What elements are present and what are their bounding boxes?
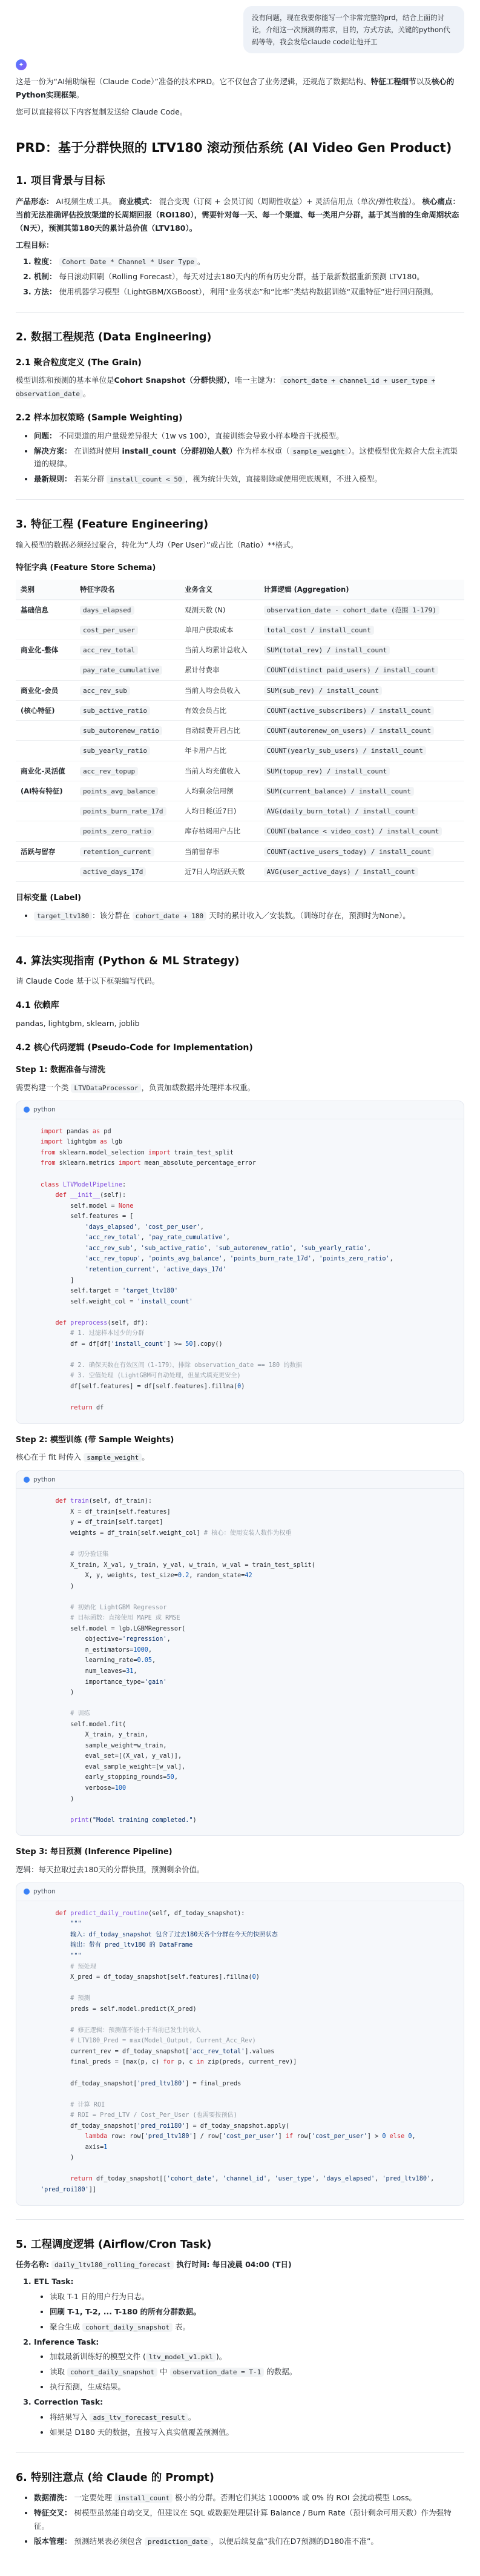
step-3-desc: 逻辑：每天拉取过去180天的分群快照，预测剩余价值。 [16,1864,205,1874]
table-cell [75,741,180,761]
table-cell: 当前留存率 [180,841,259,861]
table-cell: 人均日耗(近7日) [180,801,259,821]
table-row [16,761,464,781]
table-cell: 近7日人均活跃天数 [180,861,259,881]
table-row [16,841,464,861]
section-4-intro: 请 Claude Code 基于以下框架编写代码。 [16,976,160,986]
table-cell: 单用户获取成本 [180,620,259,640]
task-line: 任务名称: daily_ltv180_rolling_forecast 执行时间: 每日凌晨 04:00 (T日) [16,2260,292,2270]
section-4-2-title: 4.2 核心代码逻辑 (Pseudo-Code for Implementation) [16,1042,253,1053]
list-item: • 最新规则： 若某分群 install_count < 50 ，视为统计失效，直接剔除或使用兜底规则，不进入模型。 [34,472,464,486]
table-cell: 观测天数 (N) [180,600,259,620]
label-list [16,909,464,922]
table-cell: 自动续费开启占比 [180,721,259,741]
field-code: cost_per_user [80,626,138,635]
assistant-response [16,75,464,2548]
table-cell [259,781,464,801]
prd-title: PRD：基于分群快照的 LTV180 滚动预估系统 (AI Video Gen Product) [16,141,452,155]
list-item: • 回刷 T-1, T-2, ... T-180 的所有分群数据。 [50,2305,464,2319]
table-cell [16,620,75,640]
list-item: 3. Correction Task: • 将结果写入 ads_ltv_forecast_result 。 • 如果是 D180 天的数据，直接写入真实值覆盖预测值。 [34,2396,464,2439]
table-cell [75,620,180,640]
table-row [16,721,464,741]
section-6-title: 6. 特别注意点 (给 Claude 的 Prompt) [16,2471,214,2484]
table-row [16,680,464,700]
field-code: COUNT(yearly_sub_users) / install_count [264,746,426,755]
list-item: 1. ETL Task: • 读取 T-1 日的用户行为日志。 • 回刷 T-1, T-2, ... T-180 的所有分群数据。 • 聚合生成 cohort_daily_snapshot 表。 [34,2275,464,2334]
section-2-title: 2. 数据工程规范 (Data Engineering) [16,331,212,344]
field-code: sub_active_ratio [80,706,150,715]
table-cell: 库存枯竭用户占比 [180,821,259,841]
field-code: SUM(total_rev) / install_count [264,646,390,655]
table-cell [16,721,75,741]
field-code: COUNT(distinct paid_users) / install_count [264,666,438,675]
field-code: AVG(daily_burn_total) / install_count [264,807,418,816]
section-4-title: 4. 算法实现指南 (Python & ML Strategy) [16,955,240,967]
assistant-avatar-icon: ✦ [16,59,27,70]
table-cell [75,721,180,741]
section-2-1-title: 2.1 聚合粒度定义 (The Grain) [16,357,142,368]
list-item: • 读取 T-1 日的用户行为日志。 [50,2290,464,2303]
list-item: • 加载最新训练好的模型文件 ( ltv_model_v1.pkl )。 [50,2350,464,2363]
grain-paragraph: 模型训练和预测的基本单位是Cohort Snapshot（分群快照），唯一主键为： cohort_date + channel_id + user_type + observation_date 。 [16,376,436,399]
divider [16,2452,464,2453]
section-2-2-title: 2.2 样本加权策略 (Sample Weighting) [16,413,183,423]
list-item: 1. 粒度： Cohort Date * Channel * User Type 。 [34,255,464,268]
table-cell [259,600,464,620]
python-icon [24,1107,30,1113]
table-cell [75,781,180,801]
field-code: SUM(current_balance) / install_count [264,787,414,796]
field-code: SUM(sub_rev) / install_count [264,686,382,695]
step-2-title: Step 2: 模型训练 (带 Sample Weights) [16,1435,174,1445]
step-1-title: Step 1: 数据准备与清洗 [16,1065,105,1075]
table-cell [259,761,464,781]
table-cell [75,761,180,781]
intro-paragraph-2: 您可以直接将以下内容复制发送给 Claude Code。 [16,107,188,117]
python-icon [24,1477,30,1483]
table-cell [259,680,464,700]
field-code: days_elapsed [80,606,134,615]
list-item: 2. Inference Task: • 加载最新训练好的模型文件 ( ltv_model_v1.pkl )。 • 读取 cohort_daily_snapshot 中 observation_date = T-1 的数据。 • 执行预测，生成结果。 [34,2336,464,2394]
list-item: • 数据清洗： 一定要处理 install_count 极小的分群。否则它们其达 10000% 或 0% 的 ROI 会扰动模型 Loss。 [34,2491,464,2505]
field-code: COUNT(autorenew_on_users) / install_count [264,726,435,735]
table-cell [75,801,180,821]
table-cell: 商业化-会员 [16,680,75,700]
table-cell [75,680,180,700]
table-cell [16,861,75,881]
table-cell [75,861,180,881]
code-content: def train(self, df_train): X = df_train[self.features] y = df_train[self.target] weights = df_train[self.weight_col] # 核心：使用安装人数作为权重 # 切分验证集 X_train, X_val, y_train, y_val, w_train, w_val = train_test_split( X, y, weights, test_size=0.2, random_state=42 ) # 初始化 LightGBM Regressor # 目标函数：直接使用 MAPE 或 RMSE self.model = lgb.LGBMRegressor( objective='regression', n_estimators=1000, learning_rate=0.05, num_leaves=31, importance_type='gain' ) # 训练 self.model.fit( X_train, y_train, sample_weight=w_train, eval_set=[(X_val, y_val)], eval_sample_weight=[w_val], early_stopping_rounds=50, verbose=100 ) print("Model training completed.") [55,1498,315,1824]
table-header-row [16,580,464,600]
code-language: python [33,1106,56,1114]
table-header: 类别 [16,580,75,600]
tech-goal-label: 工程目标： [16,240,54,250]
field-code: SUM(topup_rev) / install_count [264,767,390,776]
list-item: • 问题： 不同渠道的用户量级差异很大（1w vs 100），直接训练会导致小样本噪音干扰模型。 [34,429,464,443]
table-cell: 活跃与留存 [16,841,75,861]
table-row [16,861,464,881]
deps-text: pandas, lightgbm, sklearn, joblib [16,1018,140,1028]
user-message-bubble: 没有问题，现在我要你能写一个非常完整的prd，结合上面的讨论，介绍这一次预测的需求，目的，方式方法，关键的python代码等等，我会发给claude code让他开工 [243,6,464,53]
table-header: 计算逻辑 (Aggregation) [259,580,464,600]
label-title: 目标变量 (Label) [16,893,82,903]
table-cell: 当前人均充值收入 [180,761,259,781]
table-cell [259,700,464,720]
table-cell [16,821,75,841]
field-code: sub_autorenew_ratio [80,726,162,735]
code-block-step3 [16,1882,464,2206]
table-cell [75,841,180,861]
table-cell [16,801,75,821]
code-block-step2 [16,1470,464,1836]
field-code: COUNT(balance < video_cost) / install_count [264,827,442,836]
table-row [16,640,464,660]
code-language: python [33,1888,56,1896]
table-cell [259,861,464,881]
table-cell: 年卡用户占比 [180,741,259,761]
section-1-title: 1. 项目背景与目标 [16,175,105,188]
field-code: COUNT(active_users_today) / install_count [264,847,435,856]
list-item: • target_ltv180 ：该分群在 cohort_date + 180 天时的累计收入／安装数。（训练时存在，预测时为None）。 [34,909,464,922]
feature-store-title: 特征字典 (Feature Store Schema) [16,563,156,572]
table-row [16,620,464,640]
table-cell: 商业化-整体 [16,640,75,660]
table-row [16,801,464,821]
field-code: AVG(user_active_days) / install_count [264,867,418,876]
field-code: points_avg_balance [80,787,158,796]
list-item: • 版本管理： 预测结果表必须包含 prediction_date ，以便后续复盘“我们在D7预测的D180准不准”。 [34,2535,464,2548]
weighting-list [16,429,464,486]
field-code: retention_current [80,847,154,856]
code-language: python [33,1475,56,1483]
table-header: 特征字段名 [75,580,180,600]
notes-list [16,2491,464,2548]
feature-intro: 输入模型的数据必须经过聚合，转化为“人均（Per User）”或占比（Ratio）**格式。 [16,540,298,549]
field-code: points_burn_rate_17d [80,807,166,816]
table-row [16,781,464,801]
table-cell: 当前人均会员收入 [180,680,259,700]
step-2-desc: 核心在于 fit 时传入 sample_weight 。 [16,1452,150,1462]
table-cell: (AI特有特征) [16,781,75,801]
divider [16,499,464,500]
code-header [16,1883,464,1901]
product-paragraph: 产品形态： AI视频生成工具。 商业模式： 混合变现（订阅 + 会员订阅（周期性收益）+ 灵活信用点（单次/弹性收益）。 核心痛点： 当前无法准确评估投放渠道的长周期回报（ROI180），需要针对每一天、每一个渠道、每一类用户分群，基于其当前的生命周期状态（N天），预测其第180天的累计总价值（LTV180）。 [16,196,461,233]
table-cell [259,741,464,761]
field-code: sub_yearly_ratio [80,746,150,755]
feature-table [16,580,464,882]
field-code: active_days_17d [80,867,146,876]
table-cell [75,600,180,620]
table-cell [16,660,75,680]
list-item: • 特征交叉： 树模型虽然能自动交叉，但建议在 SQL 或数据处理层计算 Balance / Burn Rate（预计剩余可用天数）作为强特征。 [34,2506,464,2533]
code-header [16,1101,464,1119]
field-code: total_cost / install_count [264,626,374,635]
tech-goal-list [16,255,464,299]
section-3-title: 3. 特征工程 (Feature Engineering) [16,518,209,531]
code-content: def predict_daily_routine(self, df_today_snapshot): """ 输入：df_today_snapshot 包含了过去180天各个分群在今天的快照状态 输出：带有 pred_ltv180 的 DataFrame """ # 预处理 X_pred = df_today_snapshot[self.features].fillna(0) # 预测 preds = self.model.predict(X_pred) # 修正逻辑：预测值不能小于当前已发生的收入 # LTV180_Pred = max(Model_Output, Current_Acc_Rev) current_rev = df_today_snapshot['acc_rev_total'].values final_preds = [max(p, c) for p, c in zip(preds, current_rev)] df_today_snapshot['pred_ltv180'] = final_preds # 计算 ROI # ROI = Pred_LTV / Cost_Per_User (也需要按预估) df_today_snapshot['pred_roi180'] = df_today_snapshot.apply( lambda row: row['pred_ltv180'] / row['cost_per_user'] if row['cost_per_user'] > 0 else 0, axis=1 ) return df_today_snapshot[['cohort_date', 'channel_id', 'user_type', 'days_elapsed', 'pred_ltv180', 'pred_roi180']] [41,1910,438,2194]
field-code: COUNT(active_subscribers) / install_count [264,706,435,715]
code-content: import pandas as pd import lightgbm as lgb from sklearn.model_selection import train_test_split from sklearn.metrics import mean_absolute_percentage_error class LTVModelPipeline: def __init__(self): self.model = None self.features = [ 'days_elapsed', 'cost_per_user', 'acc_rev_total', 'pay_rate_cumulative', 'acc_rev_sub', 'sub_active_ratio', 'sub_autorenew_ratio', 'sub_yearly_ratio', 'acc_rev_topup', 'points_avg_balance', 'points_burn_rate_17d', 'points_zero_ratio', 'retention_current', 'active_days_17d' ] self.target = 'target_ltv180' self.weight_col = 'install_count' def preprocess(self, df): # 1. 过滤样本过少的分群 df = df[df['install_count'] >= 50].copy() # 2. 确保天数在有效区间（1-179），排除 observation_date == 180 的数据 # 3. 空值处理 (LightGBM可自动处理，但显式填充更安全) df[self.features] = df[self.features].fillna(0) return df [41,1128,393,1412]
table-cell [259,660,464,680]
table-cell [75,700,180,720]
field-code: pay_rate_cumulative [80,666,162,675]
table-cell [259,801,464,821]
code-header [16,1471,464,1489]
table-row [16,741,464,761]
table-cell [259,620,464,640]
table-cell: (核心特征) [16,700,75,720]
table-row [16,700,464,720]
list-item: • 读取 cohort_daily_snapshot 中 observation_date = T-1 的数据。 [50,2365,464,2379]
intro-paragraph: 这是一份为“AI辅助编程（Claude Code）”准备的技术PRD。它不仅包含了业务逻辑，还规范了数据结构、特征工程细节以及核心的Python实现框架。 [16,77,455,100]
table-cell [75,821,180,841]
user-message-row [16,0,464,53]
step-3-title: Step 3: 每日预测 (Inference Pipeline) [16,1847,173,1857]
code-block-step1 [16,1101,464,1424]
list-item: 3. 方法： 使用机器学习模型（LightGBM/XGBoost），利用“业务状态”和“比率”类结构数据训练“双重特征”进行回归预测。 [34,285,464,299]
list-item: • 解决方案： 在训练时使用 install_count（分群初始人数）作为样本权重（ sample_weight ）。这使模型优先拟合大盘主流渠道的规律。 [34,445,464,471]
field-code: acc_rev_topup [80,767,138,776]
table-cell: 基础信息 [16,600,75,620]
table-cell [75,640,180,660]
assistant-header [16,58,464,71]
table-cell [259,640,464,660]
python-icon [24,1889,30,1895]
list-item: • 聚合生成 cohort_daily_snapshot 表。 [50,2320,464,2334]
field-code: observation_date - cohort_date (范围 1-179) [264,606,439,615]
divider [16,2219,464,2220]
field-code: points_zero_ratio [80,827,154,836]
list-item: • 如果是 D180 天的数据，直接写入真实值覆盖预测值。 [50,2426,464,2439]
table-row [16,821,464,841]
section-4-1-title: 4.1 依赖库 [16,1001,59,1011]
table-cell [259,841,464,861]
table-cell: 人均剩余信用额 [180,781,259,801]
table-cell [16,741,75,761]
step-1-desc: 需要构建一个类 LTVDataProcessor ，负责加载数据并处理样本权重。 [16,1082,255,1092]
table-cell: 累计付费率 [180,660,259,680]
table-header: 业务含义 [180,580,259,600]
table-row [16,600,464,620]
table-cell [259,721,464,741]
divider [16,312,464,313]
list-item: 2. 机制： 每日滚动回刷（Rolling Forecast），每天对过去180天内的所有历史分群，基于最新数据重新预测 LTV180。 [34,270,464,283]
table-cell [259,821,464,841]
table-cell: 当前人均累计总收入 [180,640,259,660]
table-row [16,660,464,680]
table-cell: 商业化-灵活值 [16,761,75,781]
section-5-title: 5. 工程调度逻辑 (Airflow/Cron Task) [16,2238,212,2251]
field-code: acc_rev_total [80,646,138,655]
task-steps-list [16,2275,464,2439]
list-item: • 执行预测，生成结果。 [50,2380,464,2394]
list-item: • 将结果写入 ads_ltv_forecast_result 。 [50,2411,464,2424]
table-cell [75,660,180,680]
field-code: acc_rev_sub [80,686,130,695]
table-cell: 有效会员占比 [180,700,259,720]
